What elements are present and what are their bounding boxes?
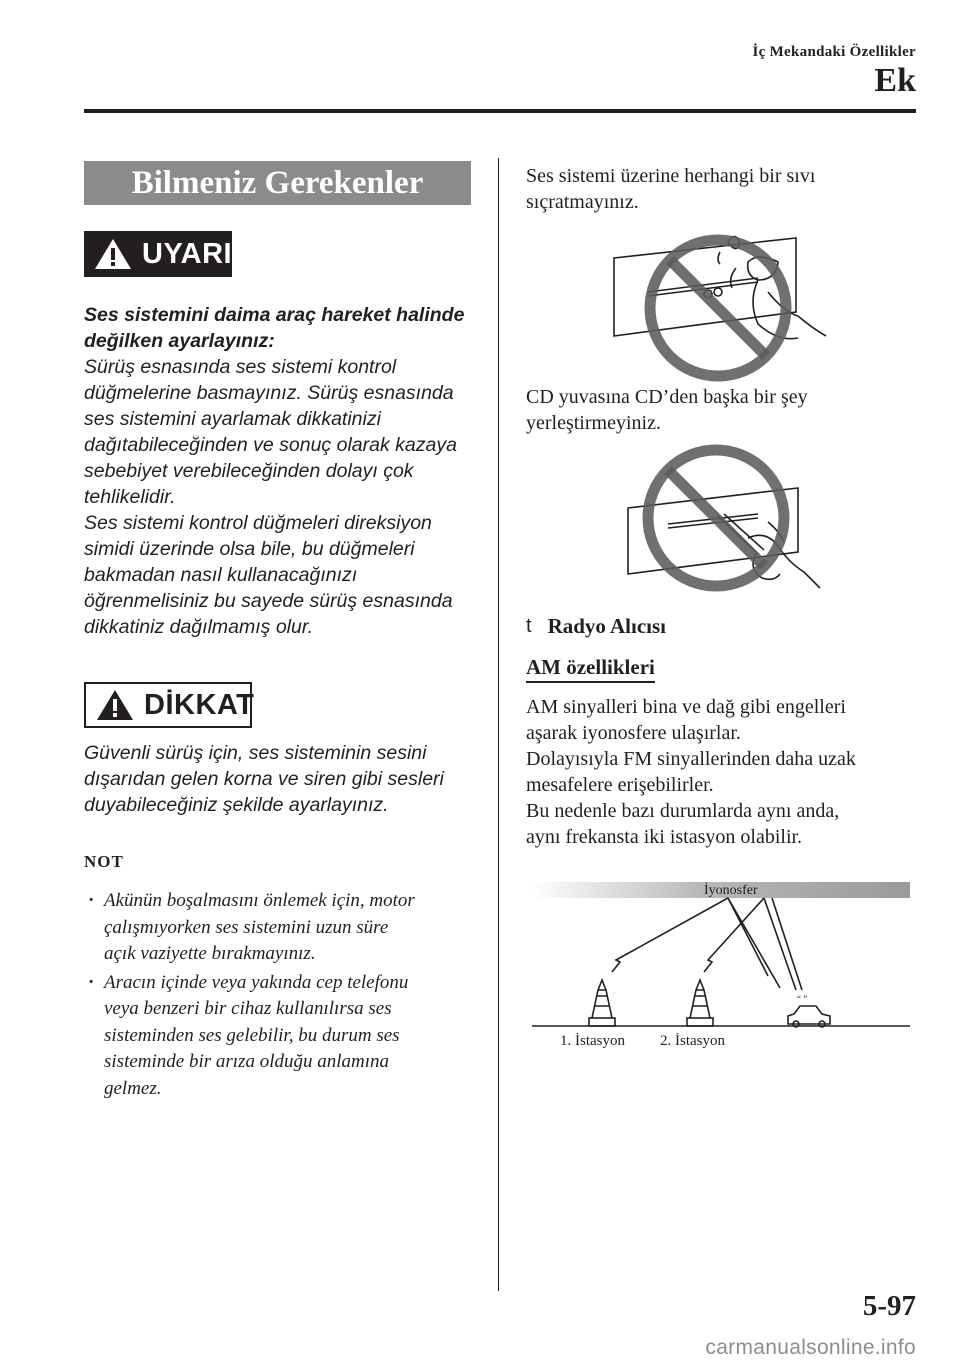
note-line: veya benzeri bir cihaz kullanılırsa ses bbox=[104, 998, 392, 1019]
note-line: sisteminden ses gelebilir, bu durum ses bbox=[104, 1024, 400, 1046]
note-list bbox=[84, 888, 474, 1104]
watermark: carmanualsonline.info bbox=[705, 1336, 916, 1359]
warning-line: dağıtabileceğinden ve sonuç olarak kazaya bbox=[84, 434, 457, 456]
caution-text bbox=[84, 740, 476, 818]
running-header-section: İç Mekandaki Özellikler bbox=[752, 44, 916, 60]
caution-label: DİKKAT bbox=[144, 688, 255, 721]
station2-label: 2. İstasyon bbox=[660, 1033, 725, 1049]
warning-title-line: Ses sistemini daima araç hareket halinde bbox=[84, 304, 465, 326]
text-line: Bu nedenle bazı durumlarda aynı anda, bbox=[526, 800, 840, 822]
note-line: · Aracın içinde veya yakında cep telefonu bbox=[104, 971, 409, 993]
text-line: Ses sistemi üzerine herhangi bir sıvı bbox=[526, 165, 816, 187]
note-item bbox=[84, 888, 474, 968]
note-line: çalışmıyorken ses sistemini uzun süre bbox=[104, 916, 389, 938]
note-item bbox=[84, 970, 474, 1103]
ionosphere-label: İyonosfer bbox=[704, 883, 758, 898]
am-heading: AM özellikleri bbox=[526, 655, 655, 683]
radio-heading bbox=[526, 614, 666, 639]
text-line: aynı frekansta iki istasyon olabilir. bbox=[526, 826, 803, 848]
text-line: mesafelere erişebilirler. bbox=[526, 774, 714, 796]
warning-label: UYARI bbox=[142, 237, 233, 270]
header-rule bbox=[84, 109, 916, 113]
warning-line: tehlikelidir. bbox=[84, 486, 176, 508]
warning-line: dikkatiniz dağılmamış olur. bbox=[84, 616, 314, 638]
text-line: Dolayısıyla FM sinyallerinden daha uzak bbox=[526, 748, 856, 770]
warning-line: ses sistemini ayarlamak dikkatinizi bbox=[84, 408, 381, 430]
note-line: sisteminde bir arıza olduğu anlamına bbox=[104, 1051, 390, 1072]
caution-line: duyabileceğiniz şekilde ayarlayınız. bbox=[84, 794, 389, 816]
text-line: CD yuvasına CD’den başka bir şey bbox=[526, 386, 808, 408]
station1-label: 1. İstasyon bbox=[560, 1033, 625, 1049]
note-line: gelmez. bbox=[104, 1077, 162, 1099]
caution-badge bbox=[84, 682, 255, 728]
warning-line: Ses sistemi kontrol düğmeleri direksiyon bbox=[84, 512, 432, 534]
caution-line: Güvenli sürüş için, ses sisteminin sesini bbox=[84, 742, 427, 764]
warning-title-line: değilken ayarlayınız: bbox=[84, 330, 275, 352]
text-line: sıçratmayınız. bbox=[526, 191, 639, 213]
warning-line: Sürüş esnasında ses sistemi kontrol bbox=[84, 356, 397, 378]
section-title: Bilmeniz Gerekenler bbox=[84, 161, 471, 205]
warning-triangle-icon bbox=[94, 238, 132, 270]
note-label: NOT bbox=[84, 852, 124, 871]
warning-line: düğmelerine basmayınız. Sürüş esnasında bbox=[84, 382, 454, 404]
caution-triangle-icon bbox=[96, 689, 134, 721]
liquid-warning-text bbox=[526, 163, 926, 215]
am-text bbox=[526, 694, 926, 850]
no-foreign-object-illustration bbox=[608, 442, 828, 592]
no-liquid-illustration bbox=[608, 232, 828, 382]
radio-heading-text: Radyo Alıcısı bbox=[547, 614, 666, 638]
cd-warning-text bbox=[526, 384, 926, 436]
warning-line: simidi üzerinde olsa bile, bu düğmeleri bbox=[84, 538, 415, 560]
warning-line: bakmadan nasıl kullanacağınızı bbox=[84, 564, 358, 586]
page-number: 5-97 bbox=[862, 1290, 916, 1322]
note-line: açık vaziyette bırakmayınız. bbox=[104, 943, 316, 964]
am-propagation-diagram bbox=[532, 868, 912, 1058]
car-radio-mark: “ ” bbox=[797, 994, 808, 1004]
section-bullet: t bbox=[526, 615, 532, 637]
warning-line: öğrenmelisiniz bu sayede sürüş esnasında bbox=[84, 590, 453, 612]
text-line: yerleştirmeyiniz. bbox=[526, 412, 661, 434]
text-line: aşarak iyonosfere ulaşırlar. bbox=[526, 722, 741, 744]
running-header-chapter: Ek bbox=[874, 62, 916, 99]
note-line: · Akünün boşalmasını önlemek için, motor bbox=[104, 890, 415, 911]
column-divider bbox=[498, 158, 499, 1291]
caution-line: dışarıdan gelen korna ve siren gibi sesleri bbox=[84, 768, 444, 790]
warning-line: sebebiyet verebileceğinden dolayı çok bbox=[84, 460, 414, 482]
text-line: AM sinyalleri bina ve dağ gibi engelleri bbox=[526, 696, 846, 718]
warning-badge bbox=[84, 231, 232, 277]
warning-text bbox=[84, 302, 476, 640]
